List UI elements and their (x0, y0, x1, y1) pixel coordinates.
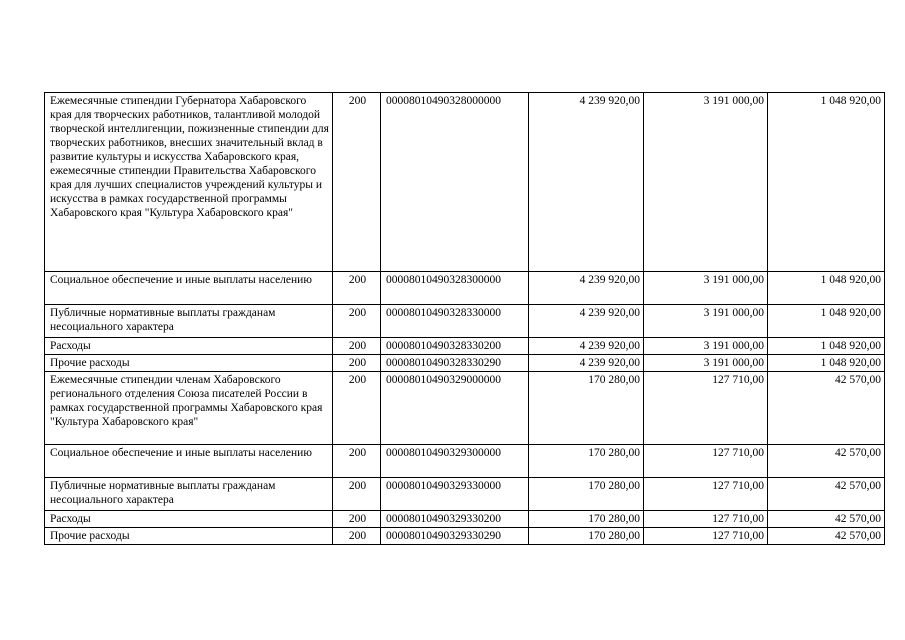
table-row (45, 528, 885, 545)
row-name: Ежемесячные стипендии Губернатора Хабаровского края для творческих работников, талантливой молодой творческой интеллигенции, пожизненные стипендии для творческих работников, внесших значительный вклад в развитие культуры и искусства Хабаровского края, ежемесячные стипендии Правительства Хабаровского края для лучших специалистов учреждений культуры и искусства в рамках государственной программы Хабаровского края "Культура Хабаровского края" (45, 93, 333, 272)
row-name: Публичные нормативные выплаты гражданам несоциального характера (45, 478, 333, 511)
row-csr: 00008010490329000000 (381, 372, 529, 445)
row-code: 200 (333, 372, 381, 445)
row-value-2: 3 191 000,00 (644, 305, 768, 338)
row-value-2: 127 710,00 (644, 511, 768, 528)
row-csr: 00008010490328330000 (381, 305, 529, 338)
row-value-1: 170 280,00 (529, 528, 644, 545)
table-row (45, 338, 885, 355)
row-code: 200 (333, 445, 381, 478)
row-name: Расходы (45, 338, 333, 355)
row-value-2: 3 191 000,00 (644, 355, 768, 372)
row-name: Ежемесячные стипендии членам Хабаровского регионального отделения Союза писателей России в рамках государственной программы Хабаровского края "Культура Хабаровского края" (45, 372, 333, 445)
row-value-1: 170 280,00 (529, 372, 644, 445)
table-row (45, 372, 885, 445)
row-value-1: 4 239 920,00 (529, 338, 644, 355)
row-value-2: 3 191 000,00 (644, 338, 768, 355)
row-csr: 00008010490328330200 (381, 338, 529, 355)
row-value-3: 1 048 920,00 (768, 355, 885, 372)
row-value-2: 127 710,00 (644, 445, 768, 478)
row-value-2: 127 710,00 (644, 372, 768, 445)
row-code: 200 (333, 305, 381, 338)
row-value-1: 4 239 920,00 (529, 93, 644, 272)
budget-table (44, 92, 885, 545)
row-code: 200 (333, 338, 381, 355)
row-value-3: 1 048 920,00 (768, 305, 885, 338)
table-row (45, 445, 885, 478)
row-name: Социальное обеспечение и иные выплаты населению (45, 445, 333, 478)
row-name: Расходы (45, 511, 333, 528)
row-name: Прочие расходы (45, 355, 333, 372)
row-csr: 00008010490328330290 (381, 355, 529, 372)
row-code: 200 (333, 528, 381, 545)
row-value-3: 42 570,00 (768, 511, 885, 528)
budget-table-body (45, 93, 885, 545)
table-row (45, 355, 885, 372)
row-value-3: 1 048 920,00 (768, 272, 885, 305)
row-csr: 00008010490329330200 (381, 511, 529, 528)
row-csr: 00008010490329330290 (381, 528, 529, 545)
row-code: 200 (333, 478, 381, 511)
row-value-1: 4 239 920,00 (529, 272, 644, 305)
row-csr: 00008010490329330000 (381, 478, 529, 511)
row-name: Прочие расходы (45, 528, 333, 545)
row-csr: 00008010490329300000 (381, 445, 529, 478)
row-name: Публичные нормативные выплаты гражданам несоциального характера (45, 305, 333, 338)
table-row (45, 93, 885, 272)
row-code: 200 (333, 355, 381, 372)
table-row (45, 511, 885, 528)
row-value-2: 127 710,00 (644, 528, 768, 545)
row-value-1: 4 239 920,00 (529, 305, 644, 338)
row-value-1: 4 239 920,00 (529, 355, 644, 372)
table-row (45, 272, 885, 305)
table-row (45, 478, 885, 511)
row-code: 200 (333, 93, 381, 272)
row-csr: 00008010490328000000 (381, 93, 529, 272)
row-csr: 00008010490328300000 (381, 272, 529, 305)
table-row (45, 305, 885, 338)
row-value-1: 170 280,00 (529, 511, 644, 528)
row-value-3: 1 048 920,00 (768, 93, 885, 272)
row-name: Социальное обеспечение и иные выплаты населению (45, 272, 333, 305)
row-value-2: 3 191 000,00 (644, 93, 768, 272)
row-code: 200 (333, 511, 381, 528)
row-value-3: 42 570,00 (768, 445, 885, 478)
row-value-3: 42 570,00 (768, 478, 885, 511)
row-value-3: 1 048 920,00 (768, 338, 885, 355)
row-value-1: 170 280,00 (529, 478, 644, 511)
row-value-3: 42 570,00 (768, 372, 885, 445)
row-value-2: 3 191 000,00 (644, 272, 768, 305)
row-value-2: 127 710,00 (644, 478, 768, 511)
row-value-1: 170 280,00 (529, 445, 644, 478)
row-code: 200 (333, 272, 381, 305)
row-value-3: 42 570,00 (768, 528, 885, 545)
